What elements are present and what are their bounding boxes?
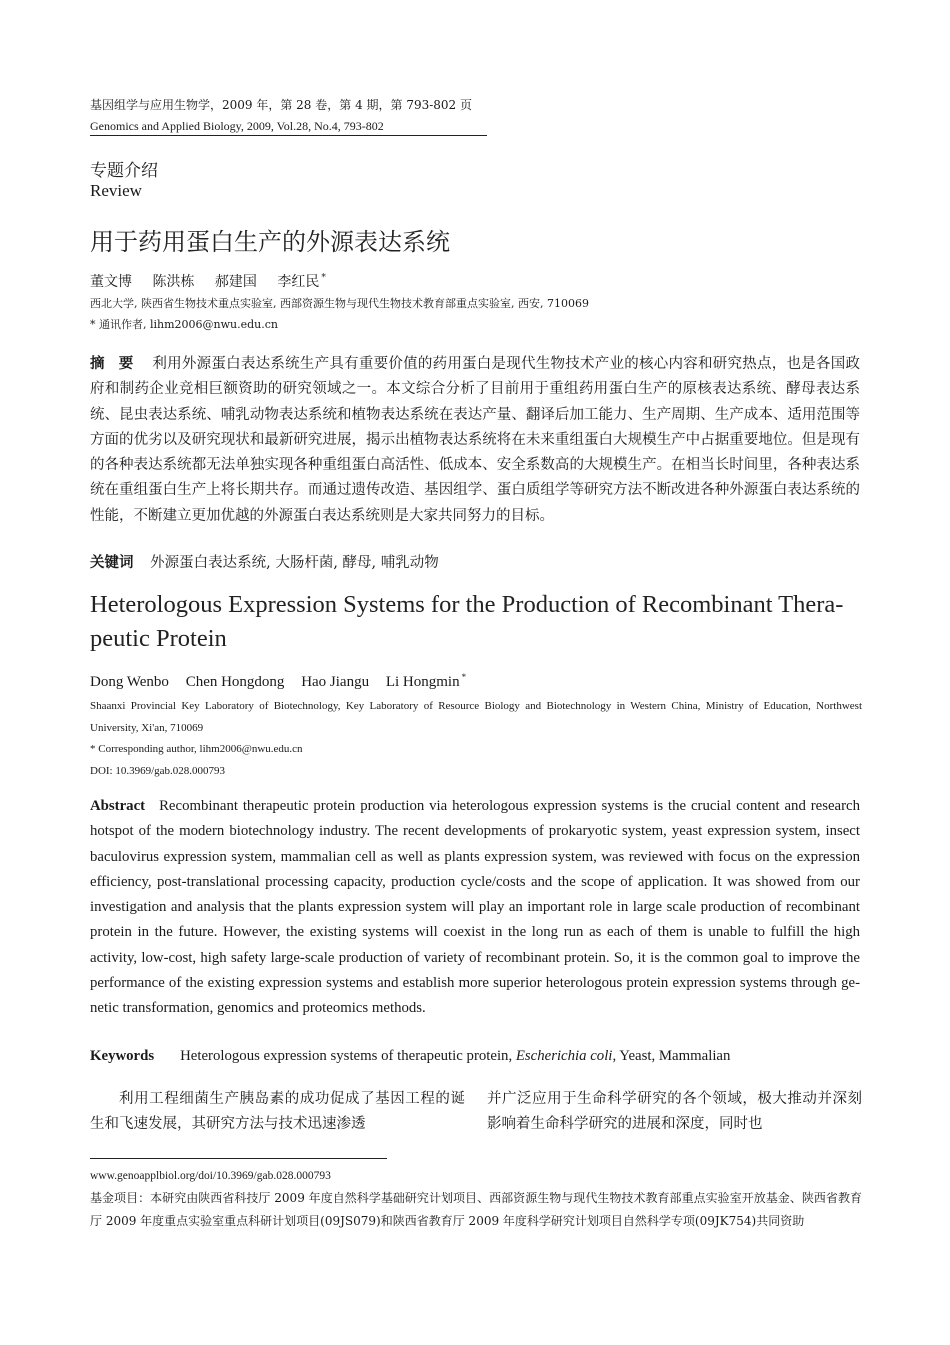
abstract-text-en: Recombinant therapeutic protein production via heterologous expression systems is the crucial content and research hotspot of the modern biotechnology industry. The recent developments of prokaryotic system, yeast expression system, insect baculovirus expression system, mammalian cell as well as plants expression system, was reviewed with focus on the expression efficiency, post-translational processing capacity, production cycle/costs and the scope of application. It was showed from our investigation and analysis that the plants expression system will play an important role in large scale production of recombinant protein in the future. However, the existing systems will coexist in the long run as each of them is unable to fulfill the high activity, low-cost, high safety large-scale production of variety of recombinant protein. So, it is the common goal to improve the performance of the existing expression systems and establish more superior heterologous protein expression systems through ge-netic transformation, genomics and proteomics methods. bbox=[90, 798, 860, 1017]
keywords-label-en: Keywords bbox=[90, 1048, 155, 1064]
article-title-en: Heterologous Expression Systems for the Production of Recombinant Thera-peutic Protein bbox=[90, 591, 844, 652]
article-url: www.genoapplbiol.org/doi/10.3969/gab.028.000793 bbox=[90, 1170, 331, 1182]
abstract-en bbox=[90, 794, 860, 1022]
doi: DOI: 10.3969/gab.028.000793 bbox=[90, 764, 226, 777]
journal-header-zh: 基因组学与应用生物学，2009 年，第 28 卷，第 4 期，第 793-802 页 bbox=[90, 98, 473, 112]
keywords-label-zh: 关键词 bbox=[90, 554, 134, 571]
author-name: 董文博 bbox=[90, 274, 132, 290]
footnote-rule bbox=[90, 1158, 387, 1159]
abstract-zh bbox=[90, 351, 860, 529]
journal-header-en: Genomics and Applied Biology, 2009, Vol.28, No.4, 793-802 bbox=[90, 119, 384, 133]
keywords-text-en-tail: , Yeast, Mammalian bbox=[612, 1048, 731, 1064]
author-name: Hao Jiangu bbox=[301, 674, 370, 690]
section-label-zh: 专题介绍 bbox=[90, 161, 158, 181]
corresponding-mark: * bbox=[461, 672, 467, 682]
affiliation-text-en: Shaanxi Provincial Key Laboratory of Biotechnology, Key Laboratory of Resource Biology and Biotechnology in Western China, Ministry of Education, Northwest University, Xi'an, 710069 bbox=[90, 700, 862, 734]
article-title-zh: 用于药用蛋白生产的外源表达系统 bbox=[90, 228, 450, 256]
body-column-left: 利用工程细菌生产胰岛素的成功促成了基因工程的诞生和飞速发展，其研究方法与技术迅速渗透 bbox=[90, 1091, 465, 1132]
keywords-text-zh: 外源蛋白表达系统, 大肠杆菌, 酵母, 哺乳动物 bbox=[150, 555, 439, 571]
corresponding-author-en: * Corresponding author, lihm2006@nwu.edu.cn bbox=[90, 743, 303, 755]
keywords-en bbox=[90, 1048, 730, 1065]
author-list-en bbox=[90, 672, 479, 691]
author-name: 李红民 bbox=[277, 274, 320, 290]
author-name: Li Hongmin bbox=[385, 674, 460, 690]
author-list-zh bbox=[90, 271, 342, 291]
corresponding-mark: * bbox=[321, 273, 326, 284]
body-column-right: 并广泛应用于生命科学研究的各个领域，极大推动并深刻影响着生命科学研究的进展和深度，同时也 bbox=[487, 1091, 862, 1132]
section-label-en: Review bbox=[90, 181, 142, 200]
keywords-text-en: Heterologous expression systems of therapeutic protein, bbox=[180, 1048, 516, 1064]
author-name: Dong Wenbo bbox=[90, 674, 169, 690]
corresponding-author-zh: * 通讯作者, lihm2006@nwu.edu.cn bbox=[90, 318, 278, 331]
keywords-italic-en: Escherichia coli bbox=[515, 1048, 613, 1064]
funding-note: 基金项目：本研究由陕西省科技厅 2009 年度自然科学基础研究计划项目、西部资源生物与现代生物技术教育部重点实验室开放基金、陕西省教育厅 2009 年度重点实验室重点科研计划项目(09JS079)和陕西省教育厅 2009 年度科学研究计划项目自然科学专项(09JK754)共同资助 bbox=[90, 1191, 862, 1228]
abstract-text-zh: 利用外源蛋白表达系统生产具有重要价值的药用蛋白是现代生物技术产业的核心内容和研究热点，也是各国政府和制药企业竞相巨额资助的研究领域之一。本文综合分析了目前用于重组药用蛋白生产的原核表达系统、酵母表达系统、昆虫表达系统、哺乳动物表达系统和植物表达系统在表达产量、翻译后加工能力、生产周期、生产成本、适用范围等方面的优劣以及研究现状和最新研究进展，揭示出植物表达系统将在未来重组蛋白大规模生产中占据重要地位。但是现有的各种表达系统都无法单独实现各种重组蛋白高活性、低成本、安全系数高的大规模生产。在相当长时间里，各种表达系统在重组蛋白生产上将长期共存。而通过遗传改造、基因组学、蛋白质组学等研究方法不断改进各种外源蛋白表达系统的性能，不断建立更加优越的外源蛋白表达系统则是大家共同努力的目标。 bbox=[90, 356, 861, 524]
abstract-label-zh: 摘要 bbox=[90, 355, 148, 372]
author-name: Chen Hongdong bbox=[185, 674, 285, 690]
abstract-label-en: Abstract bbox=[90, 798, 146, 814]
author-name: 陈洪栋 bbox=[152, 274, 195, 290]
affiliation-en bbox=[90, 696, 862, 782]
keywords-zh bbox=[90, 551, 439, 572]
affiliation-zh: 西北大学, 陕西省生物技术重点实验室, 西部资源生物与现代生物技术教育部重点实验室, 西安, 710069 bbox=[90, 297, 589, 310]
header-rule bbox=[90, 135, 487, 136]
author-name: 郝建国 bbox=[214, 274, 257, 290]
